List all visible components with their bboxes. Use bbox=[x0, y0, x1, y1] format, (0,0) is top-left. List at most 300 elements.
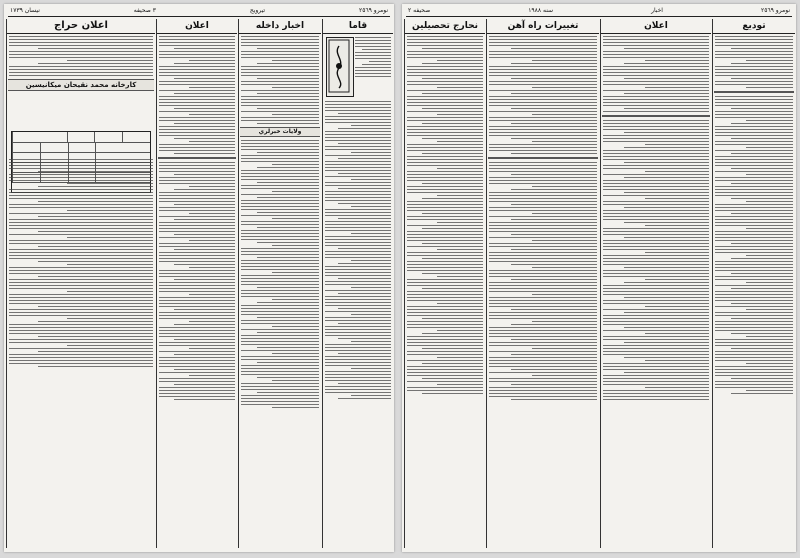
text-line bbox=[715, 111, 793, 112]
text-line bbox=[9, 339, 153, 340]
text-line bbox=[241, 51, 319, 52]
text-line bbox=[325, 350, 391, 351]
text-line bbox=[603, 393, 709, 394]
text-line bbox=[159, 381, 235, 382]
text-line bbox=[715, 279, 793, 280]
text-line bbox=[325, 335, 391, 336]
text-line bbox=[325, 365, 391, 366]
text-line bbox=[407, 270, 483, 271]
text-line bbox=[159, 300, 235, 301]
text-line bbox=[715, 354, 793, 355]
text-line bbox=[325, 170, 391, 171]
text-line bbox=[325, 161, 391, 162]
text-line bbox=[603, 258, 709, 259]
text-line bbox=[715, 126, 793, 127]
text-line bbox=[325, 380, 391, 381]
text-line bbox=[159, 360, 235, 361]
text-line bbox=[603, 129, 709, 130]
text-line bbox=[9, 297, 153, 298]
text-line bbox=[67, 318, 153, 319]
text-line bbox=[325, 146, 391, 147]
text-line bbox=[511, 123, 597, 124]
text-line bbox=[355, 76, 391, 77]
text-line bbox=[489, 225, 597, 226]
text-line bbox=[489, 255, 597, 256]
text-line bbox=[241, 248, 319, 249]
text-line bbox=[325, 224, 391, 225]
text-line bbox=[159, 222, 235, 223]
text-line bbox=[715, 321, 793, 322]
text-line bbox=[241, 329, 319, 330]
text-line bbox=[325, 185, 391, 186]
text-line bbox=[407, 120, 483, 121]
text-line bbox=[532, 213, 597, 214]
text-line bbox=[407, 294, 483, 295]
text-line bbox=[731, 63, 793, 64]
text-line bbox=[603, 168, 709, 169]
text-line bbox=[325, 134, 391, 135]
text-line bbox=[645, 333, 709, 334]
text-line bbox=[603, 123, 709, 124]
text-line bbox=[407, 225, 483, 226]
text-line bbox=[241, 269, 319, 270]
text-line bbox=[624, 132, 709, 133]
text-line bbox=[407, 324, 483, 325]
text-line bbox=[257, 48, 319, 49]
text-line bbox=[159, 57, 235, 58]
text-line bbox=[325, 275, 391, 276]
text-line bbox=[407, 381, 483, 382]
text-line bbox=[159, 162, 235, 163]
text-line bbox=[715, 99, 793, 100]
text-line bbox=[159, 117, 235, 118]
text-line bbox=[489, 135, 597, 136]
text-line bbox=[715, 219, 793, 220]
text-line bbox=[325, 149, 391, 150]
text-line bbox=[746, 228, 793, 229]
text-line bbox=[325, 305, 391, 306]
section-subheading bbox=[158, 157, 236, 159]
text-line bbox=[645, 60, 709, 61]
text-line bbox=[325, 104, 391, 105]
text-line bbox=[603, 138, 709, 139]
column-heading: اعلان bbox=[157, 19, 237, 34]
text-line bbox=[715, 327, 793, 328]
text-line bbox=[407, 360, 483, 361]
text-line bbox=[174, 234, 235, 235]
text-line bbox=[437, 195, 483, 196]
text-line bbox=[603, 105, 709, 106]
text-line bbox=[369, 61, 391, 62]
text-line bbox=[437, 330, 483, 331]
text-line bbox=[715, 234, 793, 235]
text-line bbox=[489, 171, 597, 172]
text-line bbox=[489, 330, 597, 331]
text-line bbox=[241, 209, 319, 210]
text-line bbox=[489, 357, 597, 358]
text-line bbox=[9, 285, 153, 286]
text-line bbox=[241, 344, 319, 345]
text-line bbox=[272, 407, 319, 408]
ornament-icon bbox=[327, 38, 351, 94]
text-line bbox=[174, 384, 235, 385]
article-text bbox=[603, 120, 709, 400]
text-line bbox=[272, 353, 319, 354]
text-line bbox=[159, 243, 235, 244]
text-line bbox=[624, 162, 709, 163]
text-line bbox=[489, 183, 597, 184]
text-line bbox=[9, 324, 153, 325]
text-line bbox=[489, 246, 597, 247]
text-line bbox=[715, 141, 793, 142]
masthead-item: اخبار bbox=[651, 7, 663, 14]
text-line bbox=[715, 231, 793, 232]
text-line bbox=[511, 63, 597, 64]
text-line bbox=[532, 87, 597, 88]
text-line bbox=[325, 167, 391, 168]
text-line bbox=[159, 258, 235, 259]
text-line bbox=[241, 117, 319, 118]
text-line bbox=[241, 338, 319, 339]
text-line bbox=[189, 240, 235, 241]
text-line bbox=[9, 177, 153, 178]
text-line bbox=[407, 99, 483, 100]
text-line bbox=[746, 60, 793, 61]
right-masthead bbox=[406, 6, 792, 17]
text-line bbox=[715, 240, 793, 241]
text-line bbox=[241, 305, 319, 306]
text-line bbox=[407, 135, 483, 136]
text-line bbox=[715, 222, 793, 223]
text-line bbox=[407, 66, 483, 67]
text-line bbox=[489, 69, 597, 70]
article-text bbox=[489, 36, 597, 154]
text-line bbox=[715, 180, 793, 181]
text-line bbox=[731, 168, 793, 169]
text-line bbox=[38, 186, 153, 187]
text-line bbox=[257, 123, 319, 124]
text-line bbox=[325, 155, 391, 156]
text-line bbox=[325, 239, 391, 240]
text-line bbox=[746, 309, 793, 310]
text-line bbox=[351, 206, 391, 207]
text-line bbox=[241, 102, 319, 103]
text-line bbox=[362, 64, 391, 65]
article-text bbox=[407, 36, 483, 394]
text-line bbox=[715, 204, 793, 205]
text-line bbox=[159, 333, 235, 334]
text-line bbox=[9, 168, 153, 169]
text-line bbox=[338, 143, 391, 144]
text-line bbox=[159, 126, 235, 127]
text-line bbox=[241, 335, 319, 336]
text-line bbox=[603, 216, 709, 217]
text-line bbox=[407, 387, 483, 388]
text-line bbox=[159, 393, 235, 394]
text-line bbox=[715, 165, 793, 166]
text-line bbox=[422, 318, 483, 319]
text-line bbox=[489, 102, 597, 103]
text-line bbox=[338, 218, 391, 219]
text-line bbox=[603, 291, 709, 292]
text-line bbox=[189, 60, 235, 61]
text-line bbox=[715, 330, 793, 331]
text-line bbox=[159, 105, 235, 106]
text-line bbox=[325, 242, 391, 243]
text-line bbox=[241, 383, 319, 384]
text-line bbox=[489, 150, 597, 151]
text-line bbox=[624, 267, 709, 268]
text-line bbox=[241, 173, 319, 174]
text-line bbox=[241, 176, 319, 177]
text-line bbox=[241, 206, 319, 207]
text-line bbox=[715, 276, 793, 277]
text-line bbox=[715, 84, 793, 85]
text-line bbox=[603, 90, 709, 91]
text-line bbox=[489, 291, 597, 292]
text-line bbox=[241, 120, 319, 121]
text-line bbox=[645, 171, 709, 172]
text-line bbox=[241, 239, 319, 240]
text-line bbox=[241, 320, 319, 321]
text-line bbox=[272, 164, 319, 165]
text-line bbox=[422, 183, 483, 184]
text-line bbox=[715, 144, 793, 145]
text-line bbox=[9, 42, 153, 43]
text-line bbox=[159, 216, 235, 217]
text-line bbox=[257, 93, 319, 94]
text-line bbox=[715, 162, 793, 163]
text-line bbox=[338, 293, 391, 294]
text-line bbox=[603, 330, 709, 331]
text-line bbox=[189, 213, 235, 214]
text-line bbox=[272, 326, 319, 327]
text-line bbox=[9, 192, 153, 193]
text-line bbox=[241, 398, 319, 399]
text-line bbox=[624, 237, 709, 238]
text-line bbox=[489, 285, 597, 286]
text-line bbox=[241, 158, 319, 159]
text-line bbox=[9, 303, 153, 304]
text-line bbox=[645, 279, 709, 280]
text-line bbox=[159, 150, 235, 151]
text-line bbox=[174, 63, 235, 64]
text-line bbox=[272, 114, 319, 115]
text-line bbox=[241, 263, 319, 264]
text-line bbox=[189, 321, 235, 322]
text-line bbox=[489, 396, 597, 397]
text-line bbox=[511, 108, 597, 109]
text-line bbox=[325, 176, 391, 177]
text-line bbox=[603, 261, 709, 262]
text-line bbox=[257, 392, 319, 393]
text-line bbox=[9, 195, 153, 196]
text-line bbox=[511, 48, 597, 49]
text-line bbox=[325, 299, 391, 300]
text-line bbox=[624, 312, 709, 313]
text-line bbox=[159, 75, 235, 76]
text-line bbox=[603, 309, 709, 310]
text-line bbox=[603, 396, 709, 397]
text-line bbox=[532, 375, 597, 376]
text-line bbox=[241, 42, 319, 43]
text-line bbox=[325, 320, 391, 321]
text-line bbox=[422, 393, 483, 394]
text-line bbox=[241, 161, 319, 162]
text-line bbox=[9, 354, 153, 355]
text-line bbox=[241, 293, 319, 294]
text-line bbox=[159, 273, 235, 274]
text-line bbox=[407, 339, 483, 340]
text-line bbox=[325, 119, 391, 120]
text-line bbox=[67, 264, 153, 265]
text-line bbox=[407, 255, 483, 256]
text-line bbox=[325, 272, 391, 273]
text-line bbox=[731, 108, 793, 109]
text-line bbox=[174, 369, 235, 370]
text-line bbox=[489, 318, 597, 319]
text-line bbox=[257, 242, 319, 243]
text-line bbox=[9, 312, 153, 313]
text-line bbox=[603, 180, 709, 181]
text-line bbox=[407, 291, 483, 292]
text-line bbox=[489, 390, 597, 391]
text-line bbox=[174, 48, 235, 49]
text-line bbox=[325, 212, 391, 213]
text-line bbox=[746, 255, 793, 256]
text-line bbox=[731, 273, 793, 274]
text-line bbox=[257, 182, 319, 183]
text-line bbox=[603, 153, 709, 154]
text-line bbox=[715, 267, 793, 268]
text-line bbox=[325, 227, 391, 228]
text-line bbox=[603, 174, 709, 175]
text-line bbox=[325, 284, 391, 285]
text-line bbox=[9, 258, 153, 259]
text-line bbox=[715, 300, 793, 301]
left-column-notices bbox=[156, 19, 237, 548]
text-line bbox=[603, 81, 709, 82]
text-line bbox=[489, 342, 597, 343]
boxed-advertisement bbox=[326, 37, 354, 97]
text-line bbox=[532, 114, 597, 115]
text-line bbox=[422, 48, 483, 49]
text-line bbox=[272, 191, 319, 192]
text-line bbox=[603, 201, 709, 202]
text-line bbox=[355, 67, 391, 68]
text-line bbox=[338, 308, 391, 309]
text-line bbox=[407, 351, 483, 352]
text-line bbox=[241, 57, 319, 58]
text-line bbox=[325, 101, 391, 102]
text-line bbox=[241, 296, 319, 297]
text-line bbox=[9, 198, 153, 199]
text-line bbox=[645, 144, 709, 145]
text-line bbox=[257, 332, 319, 333]
column-heading: اعلان حراج bbox=[7, 19, 155, 34]
text-line bbox=[9, 222, 153, 223]
text-line bbox=[603, 345, 709, 346]
text-line bbox=[174, 264, 235, 265]
text-line bbox=[489, 39, 597, 40]
text-line bbox=[355, 70, 391, 71]
text-line bbox=[715, 375, 793, 376]
text-line bbox=[325, 374, 391, 375]
text-line bbox=[241, 39, 319, 40]
text-line bbox=[9, 327, 153, 328]
text-line bbox=[731, 138, 793, 139]
text-line bbox=[715, 372, 793, 373]
text-line bbox=[489, 378, 597, 379]
text-line bbox=[731, 303, 793, 304]
text-line bbox=[511, 399, 597, 400]
text-line bbox=[9, 282, 153, 283]
text-line bbox=[603, 36, 709, 37]
text-line bbox=[603, 189, 709, 190]
text-line bbox=[241, 146, 319, 147]
text-line bbox=[9, 330, 153, 331]
text-line bbox=[174, 153, 235, 154]
text-line bbox=[422, 123, 483, 124]
text-line bbox=[325, 290, 391, 291]
text-line bbox=[257, 108, 319, 109]
text-line bbox=[38, 48, 153, 49]
text-line bbox=[511, 153, 597, 154]
text-line bbox=[38, 261, 153, 262]
text-line bbox=[603, 378, 709, 379]
text-line bbox=[603, 363, 709, 364]
text-line bbox=[603, 354, 709, 355]
text-line bbox=[603, 369, 709, 370]
text-line bbox=[731, 123, 793, 124]
text-line bbox=[189, 375, 235, 376]
text-line bbox=[338, 398, 391, 399]
text-line bbox=[407, 279, 483, 280]
text-line bbox=[159, 363, 235, 364]
text-line bbox=[407, 336, 483, 337]
text-line bbox=[489, 195, 597, 196]
text-line bbox=[489, 327, 597, 328]
text-line bbox=[67, 237, 153, 238]
text-line bbox=[9, 39, 153, 40]
text-line bbox=[338, 278, 391, 279]
text-line bbox=[407, 144, 483, 145]
text-line bbox=[407, 186, 483, 187]
text-line bbox=[422, 348, 483, 349]
text-line bbox=[603, 270, 709, 271]
text-line bbox=[159, 132, 235, 133]
text-line bbox=[746, 120, 793, 121]
text-line bbox=[407, 39, 483, 40]
text-line bbox=[355, 37, 391, 38]
text-line bbox=[746, 87, 793, 88]
text-line bbox=[257, 317, 319, 318]
text-line bbox=[437, 114, 483, 115]
article-text bbox=[325, 101, 391, 401]
text-line bbox=[9, 279, 153, 280]
text-line bbox=[159, 246, 235, 247]
text-line bbox=[407, 306, 483, 307]
text-line bbox=[489, 192, 597, 193]
text-line bbox=[159, 36, 235, 37]
text-line bbox=[603, 339, 709, 340]
text-line bbox=[603, 99, 709, 100]
text-line bbox=[407, 156, 483, 157]
text-line bbox=[645, 198, 709, 199]
text-line bbox=[241, 90, 319, 91]
text-line bbox=[9, 315, 153, 316]
text-line bbox=[174, 399, 235, 400]
